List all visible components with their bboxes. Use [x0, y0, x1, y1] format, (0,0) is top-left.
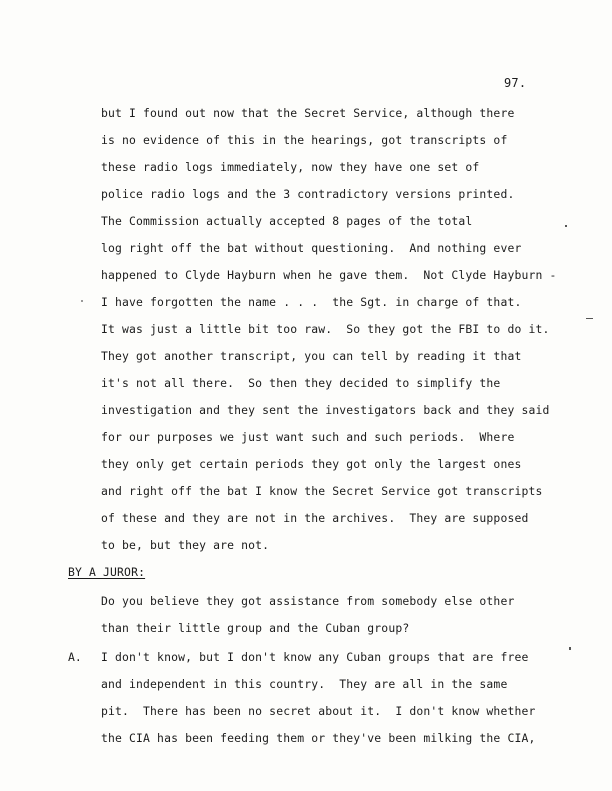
- answer-line: and independent in this country. They are all in the same: [101, 677, 508, 691]
- answer-line: pit. There has been no secret about it. I don't know whether: [101, 704, 536, 718]
- question-line: Do you believe they got assistance from somebody else other: [101, 594, 515, 608]
- paragraph-line: it's not all there. So then they decided to simplify the: [101, 376, 501, 390]
- page-number: 97.: [504, 76, 527, 90]
- paragraph-line: police radio logs and the 3 contradictory versions printed.: [101, 187, 515, 201]
- paragraph-line: The Commission actually accepted 8 pages of the total: [101, 214, 473, 228]
- paragraph-line: They got another transcript, you can tell by reading it that: [101, 349, 522, 363]
- scan-mark: [586, 318, 593, 319]
- paragraph-line: and right off the bat I know the Secret Service got transcripts: [101, 484, 543, 498]
- paragraph-line: log right off the bat without questioning. And nothing ever: [101, 241, 522, 255]
- paragraph-line: happened to Clyde Hayburn when he gave them. Not Clyde Hayburn -: [101, 268, 557, 282]
- paragraph-line: I have forgotten the name . . . the Sgt. in charge of that.: [101, 295, 522, 309]
- scan-mark: [565, 225, 567, 227]
- paragraph-line: It was just a little bit too raw. So they got the FBI to do it.: [101, 322, 550, 336]
- paragraph-line: for our purposes we just want such and such periods. Where: [101, 430, 515, 444]
- question-line: than their little group and the Cuban group?: [101, 621, 410, 635]
- scan-mark: [81, 300, 83, 302]
- paragraph-line: to be, but they are not.: [101, 538, 270, 552]
- paragraph-line: but I found out now that the Secret Service, although there: [101, 106, 515, 120]
- answer-line: I don't know, but I don't know any Cuban groups that are free: [101, 650, 529, 664]
- paragraph-line: of these and they are not in the archives. They are supposed: [101, 511, 529, 525]
- scan-mark: [569, 647, 571, 650]
- answer-label: A.: [68, 650, 82, 664]
- section-heading: BY A JUROR:: [68, 565, 146, 579]
- paragraph-line: these radio logs immediately, now they have one set of: [101, 160, 480, 174]
- paragraph-line: they only get certain periods they got only the largest ones: [101, 457, 522, 471]
- paragraph-line: investigation and they sent the investigators back and they said: [101, 403, 550, 417]
- answer-line: the CIA has been feeding them or they've been milking the CIA,: [101, 731, 536, 745]
- paragraph-line: is no evidence of this in the hearings, got transcripts of: [101, 133, 508, 147]
